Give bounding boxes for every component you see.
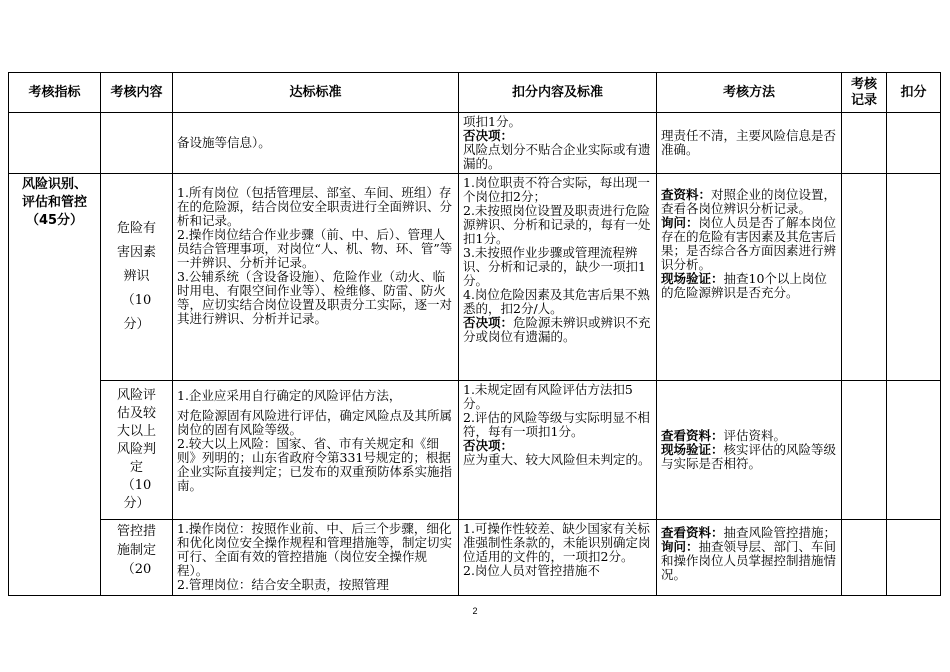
table-row-continued: [9, 113, 941, 174]
deduction-item: 1.岗位职责不符合实际，每出现一个岗位扣2分；: [463, 175, 650, 204]
category-line: 风险识别、: [21, 177, 87, 192]
content-line: （10: [121, 293, 152, 308]
header-method: 考核方法: [657, 73, 842, 113]
standard-item: 对危险源固有风险进行评估，确定风险点及其所属岗位的固有风险等级。: [177, 408, 453, 437]
standard-item: 1.企业应采用自行确定的风险评估方法，: [177, 388, 402, 403]
deduction-text: 项扣1分。: [463, 114, 521, 129]
cell-standard: [173, 520, 459, 596]
cell-empty: [9, 113, 101, 174]
method-text: 抽查10个以上岗位的危险源辨识是否充分。: [661, 271, 827, 300]
deduction-item: 4.岗位危险因素及其危害后果不熟悉的，扣2分/人。: [463, 287, 650, 316]
cell-standard: [173, 381, 459, 520]
content-line: 辨识: [123, 269, 150, 284]
method-label: 询问：: [661, 539, 699, 554]
deduction-item: 2.未按照岗位设置及职责进行危险源辨识、分析和记录的，每有一处扣1分。: [463, 203, 651, 246]
standard-item: 2.管理岗位：结合安全职责，按照管理: [177, 577, 389, 592]
cell-standard: [173, 174, 459, 381]
category-score: （45分）: [25, 213, 84, 228]
cell-deduction: [459, 113, 657, 174]
content-line: 分）: [123, 496, 150, 511]
cell-method: [657, 113, 842, 174]
header-row: [9, 73, 941, 113]
cell-method: [657, 174, 842, 381]
cell-score: [887, 520, 941, 596]
header-score: 扣分: [887, 73, 941, 113]
veto-label: 否决项：: [463, 128, 514, 143]
standard-item: 1.操作岗位：按照作业前、中、后三个步骤，细化和优化岗位安全操作规程和管理措施等，制定切实可行、全面有效的管控措施（岗位安全操作规程）。: [177, 521, 453, 578]
content-line: （20: [121, 562, 152, 577]
content-line: 大以上: [116, 424, 156, 439]
category-cell: [9, 174, 101, 596]
method-text: 评估资料。: [723, 428, 787, 443]
header-indicator: 考核指标: [9, 73, 101, 113]
standard-text: 备设施等信息）。: [177, 135, 271, 150]
deduction-item: 1.未规定固有风险评估方法扣5分。: [463, 382, 633, 411]
method-text: 理责任不清，主要风险信息是否准确。: [661, 128, 837, 157]
cell-score: [887, 381, 941, 520]
cell-record: [842, 174, 887, 381]
table-row-hazard-identification: [9, 174, 941, 381]
cell-method: [657, 520, 842, 596]
content-line: （10: [121, 478, 152, 493]
content-line: 估及较: [116, 406, 156, 421]
content-cell: [101, 381, 173, 520]
content-cell: [101, 520, 173, 596]
deduction-item: 3.未按照作业步骤或管理流程辨识、分析和记录的，缺少一项扣1分。: [463, 245, 646, 288]
deduction-item: 1.可操作性较差、缺少国家有关标准强制性条款的，未能识别确定岗位适用的文件的，一项扣2分。: [463, 521, 651, 564]
method-text: 岗位人员是否了解本岗位存在的危险有害因素及其危害后果；是否综合各方面因素进行辨识分析。: [661, 215, 837, 272]
standard-item: 1.所有岗位（包括管理层、部室、车间、班组）存在的危险源，结合岗位安全职责进行全面辨识、分析和记录。: [177, 185, 453, 228]
content-line: 分）: [123, 317, 150, 332]
header-content: 考核内容: [101, 73, 173, 113]
method-text: 核实评估的风险等级与实际是否相符。: [661, 442, 837, 471]
content-line: 管控措: [116, 524, 156, 539]
content-line: 风险评: [116, 388, 156, 403]
cell-empty: [101, 113, 173, 174]
cell-standard: [173, 113, 459, 174]
table-row-risk-assessment: [9, 381, 941, 520]
standard-item: 3.公辅系统（含设备设施）、危险作业（动火、临时用电、有限空间作业等）、检维修、防雷、防火等，应切实结合岗位设置及职责分工实际，逐一对其进行辨识、分析并记录。: [177, 269, 453, 326]
method-label: 现场验证：: [661, 271, 724, 286]
method-text: 对照企业的岗位设置，查看各岗位辨识分析记录。: [661, 187, 837, 216]
method-label: 查资料：: [661, 187, 712, 202]
method-label: 查看资料：: [661, 525, 724, 540]
veto-label: 否决项：: [463, 315, 514, 330]
deduction-item: 2.评估的风险等级与实际明显不相符，每有一项扣1分。: [463, 410, 650, 439]
page-number: 2: [472, 606, 478, 616]
cell-deduction: [459, 381, 657, 520]
content-line: 定: [129, 460, 143, 475]
cell-record: [842, 520, 887, 596]
header-deduction: 扣分内容及标准: [459, 73, 657, 113]
method-text: 抽查领导层、部门、车间和操作岗位人员掌握控制措施情况。: [661, 539, 837, 582]
method-label: 询问：: [661, 215, 699, 230]
method-label: 现场验证：: [661, 442, 724, 457]
content-line: 危险有: [116, 221, 156, 236]
method-text: 抽查风险管控措施；: [723, 525, 837, 540]
cell-deduction: [459, 174, 657, 381]
content-cell: [101, 174, 173, 381]
cell-score: [887, 174, 941, 381]
cell-method: [657, 381, 842, 520]
assessment-table: [8, 72, 941, 596]
veto-text: 风险点划分不贴合企业实际或有遗漏的。: [463, 142, 651, 171]
content-line: 施制定: [116, 543, 156, 558]
cell-score: [887, 113, 941, 174]
category-line: 评估和管控: [21, 195, 87, 210]
standard-item: 2.操作岗位结合作业步骤（前、中、后）、管理人员结合管理事项，对岗位“人、机、物、环、管”等一并辨识、分析并记录。: [177, 227, 453, 270]
veto-text: 危险源未辨识或辨识不充分或岗位有遗漏的。: [463, 315, 651, 344]
cell-record: [842, 113, 887, 174]
method-label: 查看资料：: [661, 428, 724, 443]
content-line: 风险判: [116, 442, 156, 457]
veto-text: 应为重大、较大风险但未判定的。: [463, 452, 651, 467]
standard-item: 2.较大以上风险：国家、省、市有关规定和《细则》列明的；山东省政府令第331号规定的；根据企业实际直接判定；已发布的双重预防体系实施指南。: [177, 436, 453, 493]
table-row-control-measures: [9, 520, 941, 596]
cell-deduction: [459, 520, 657, 596]
header-record: 考核记录: [842, 73, 887, 113]
deduction-item: 2.岗位人员对管控措施不: [463, 563, 600, 578]
veto-label: 否决项：: [463, 438, 514, 453]
content-line: 害因素: [116, 245, 156, 260]
header-standard: 达标标准: [173, 73, 459, 113]
cell-record: [842, 381, 887, 520]
